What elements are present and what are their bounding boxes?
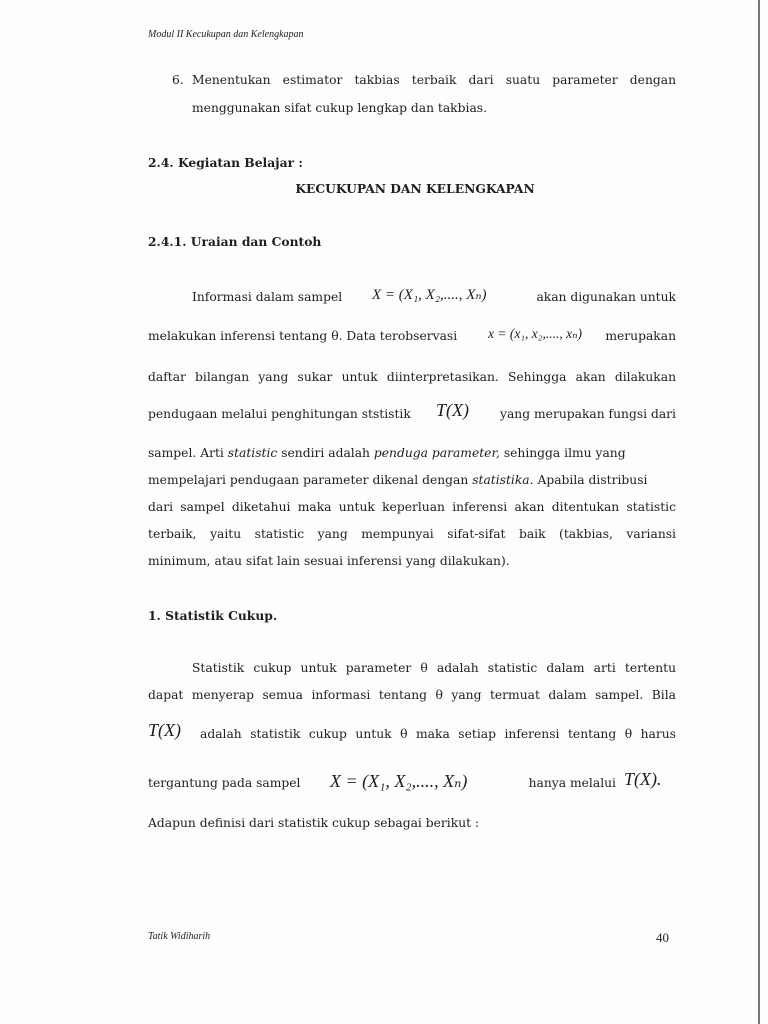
formula-T-of-X: T(X) (436, 400, 469, 420)
emphasis-text: statistika. (472, 473, 534, 487)
paragraph-line (148, 473, 676, 487)
paragraph-text: Apabila distribusi (537, 473, 648, 487)
footer-author: Tatik Widiharih (148, 931, 211, 942)
paragraph-text: Statistik cukup untuk parameter θ adalah statistic dalam arti tertentu (192, 661, 676, 675)
paragraph-line (148, 446, 676, 460)
paragraph-text: tergantung pada sampel (148, 776, 301, 790)
formula-sample-X: X = (X₁, X₂,...., Xₙ) (372, 287, 487, 303)
paragraph-text: sampel. Arti (148, 446, 224, 460)
paragraph-text: yang merupakan fungsi dari (500, 407, 676, 421)
list-item-line: Menentukan estimator takbias terbaik dari suatu parameter dengan (192, 73, 676, 87)
paragraph-text: merupakan (605, 329, 676, 343)
paragraph-text: adalah statistik cukup untuk θ maka setiap inferensi tentang θ harus (200, 727, 676, 741)
formula-data-x: x = (x₁, x₂,...., xₙ) (488, 326, 583, 341)
paragraph-text: akan digunakan untuk (536, 290, 676, 304)
page-edge (758, 0, 760, 1024)
paragraph-text: dari sampel diketahui maka untuk keperluan inferensi akan ditentukan statistic (148, 500, 676, 514)
formula-sample-X: X = (X₁, X₂,...., Xₙ) (330, 771, 468, 791)
paragraph-text: hanya melalui (528, 776, 616, 790)
list-number: 6. (172, 73, 184, 87)
paragraph-text: melakukan inferensi tentang θ. Data terobservasi (148, 329, 458, 343)
paragraph-text: sendiri adalah (281, 446, 370, 460)
paragraph-text: dapat menyerap semua informasi tentang θ yang termuat dalam sampel. Bila (148, 688, 676, 702)
paragraph-text: minimum, atau sifat lain sesuai inferensi yang dilakukan). (148, 554, 510, 568)
paragraph-text: pendugaan melalui penghitungan ststistik (148, 407, 411, 421)
paragraph-text: mempelajari pendugaan parameter dikenal dengan (148, 473, 469, 487)
paragraph-text: terbaik, yaitu statistic yang mempunyai sifat-sifat baik (takbias, variansi (148, 527, 676, 541)
section-title: KECUKUPAN DAN KELENGKAPAN (295, 181, 535, 196)
subsection-heading: 1. Statistik Cukup. (148, 608, 278, 623)
section-heading: 2.4. Kegiatan Belajar : (148, 155, 303, 170)
paragraph-text: Adapun definisi dari statistik cukup sebagai berikut : (148, 816, 480, 830)
emphasis-text: statistic (227, 446, 278, 460)
list-item-line: menggunakan sifat cukup lengkap dan takbias. (192, 101, 487, 115)
paragraph-text: daftar bilangan yang sukar untuk diinterpretasikan. Sehingga akan dilakukan (148, 370, 676, 384)
running-header: Modul II Kecukupan dan Kelengkapan (148, 29, 304, 40)
paragraph-text: sehingga ilmu yang (503, 446, 626, 460)
formula-T-of-X: T(X) (148, 720, 181, 740)
paragraph-text: Informasi dalam sampel (192, 290, 343, 304)
formula-T-of-X: T(X). (624, 769, 662, 789)
page-number: 40 (656, 930, 669, 945)
emphasis-text: penduga parameter, (373, 446, 500, 460)
subsection-heading: 2.4.1. Uraian dan Contoh (148, 234, 322, 249)
